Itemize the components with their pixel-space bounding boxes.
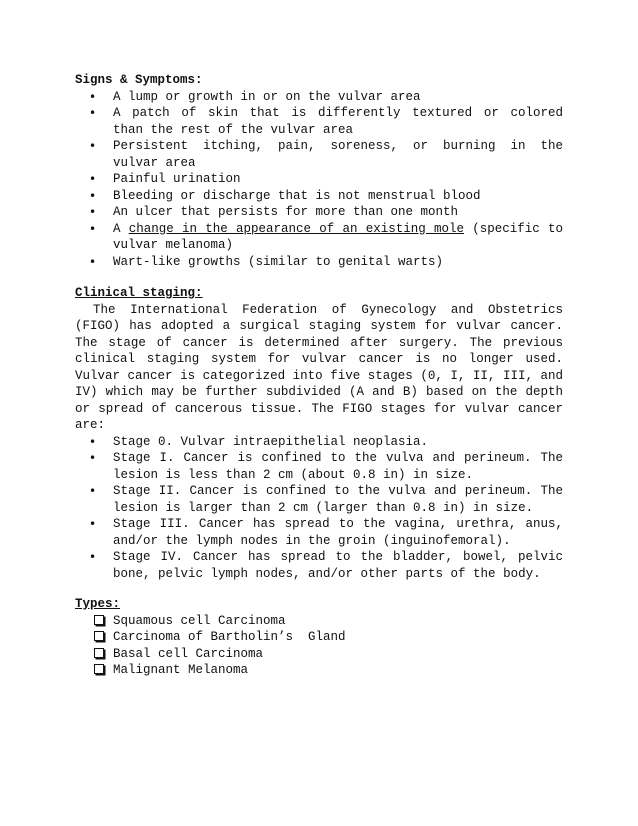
checkbox-bullet-icon: [94, 615, 104, 625]
bullet-icon: •: [89, 517, 97, 531]
document-page: [75, 72, 563, 679]
bullet-icon: •: [89, 106, 97, 120]
list-item: [75, 221, 563, 254]
mole-suffix: (specific to vulvar melanoma): [113, 221, 563, 252]
bullet-icon: •: [89, 89, 97, 104]
list-item: [75, 434, 563, 451]
list-item-text: A patch of skin that is differently textured or colored than the rest of the vulvar area: [113, 106, 563, 137]
checkbox-bullet-icon: [94, 631, 104, 641]
list-item-text: An ulcer that persists for more than one month: [113, 205, 459, 219]
bullet-icon: •: [89, 172, 97, 186]
list-item-text: Squamous cell Carcinoma: [113, 613, 286, 628]
types-list: [75, 613, 563, 679]
list-item-text: Stage II. Cancer is confined to the vulva and perineum. The lesion is larger than 2 cm (larger than 0.8 in) in size.: [113, 484, 563, 515]
list-item: [75, 646, 563, 663]
bullet-icon: •: [89, 188, 97, 203]
list-item-text: Stage I. Cancer is confined to the vulva and perineum. The lesion is less than 2 cm (about 0.8 in) in size.: [113, 451, 563, 482]
list-item-text: Bleeding or discharge that is not menstrual blood: [113, 188, 481, 203]
list-item: [75, 171, 563, 188]
list-item-text: Wart-like growths (similar to genital warts): [113, 254, 444, 269]
staging-paragraph: The International Federation of Gynecology and Obstetrics (FIGO) has adopted a surgical staging system for vulvar cancer. The stage of cancer is determined after surgery. The previous clinical staging system for vulvar cancer is no longer used. Vulvar cancer is categorized into five stages (0, I, II, III, and IV) which may be further subdivided (A and B) based on the depth or spread of cancerous tissue. The FIGO stages for vulvar cancer are:: [75, 302, 563, 432]
signs-list: [75, 89, 563, 271]
list-item-text: Stage 0. Vulvar intraepithelial neoplasia.: [113, 434, 429, 449]
bullet-icon: •: [89, 484, 97, 498]
list-item-text: Basal cell Carcinoma: [113, 646, 264, 661]
list-item: [75, 629, 563, 646]
list-item: [75, 549, 563, 582]
checkbox-bullet-icon: [94, 664, 104, 674]
bullet-icon: •: [89, 221, 97, 236]
list-item: [75, 105, 563, 138]
list-item: [75, 89, 563, 106]
list-item: [75, 254, 563, 271]
mole-underlined-text: change in the appearance of an existing mole: [128, 221, 464, 236]
mole-prefix: A: [113, 221, 129, 236]
bullet-icon: •: [89, 550, 97, 564]
bullet-icon: •: [89, 434, 97, 449]
list-item: [75, 138, 563, 171]
list-item: [75, 483, 563, 516]
bullet-icon: •: [89, 254, 97, 269]
list-item-text: Stage III. Cancer has spread to the vagina, urethra, anus, and/or the lymph nodes in the groin (inguinofemoral).: [113, 517, 563, 548]
list-item: [75, 188, 563, 205]
list-item-text: Malignant Melanoma: [113, 663, 249, 677]
list-item: [75, 516, 563, 549]
list-item-text: Persistent itching, pain, soreness, or burning in the vulvar area: [113, 139, 563, 170]
staging-heading: Clinical staging:: [75, 286, 203, 300]
bullet-icon: •: [89, 139, 97, 153]
list-item: [75, 613, 563, 630]
list-item: [75, 662, 563, 679]
list-item-text: Carcinoma of Bartholin’s Gland: [113, 630, 346, 644]
bullet-icon: •: [89, 451, 97, 465]
list-item-text: Painful urination: [113, 172, 241, 186]
list-item: [75, 450, 563, 483]
bullet-icon: •: [89, 205, 97, 219]
checkbox-bullet-icon: [94, 648, 104, 658]
list-item-text: Stage IV. Cancer has spread to the bladder, bowel, pelvic bone, pelvic lymph nodes, and/or other parts of the body.: [113, 550, 563, 581]
stages-list: [75, 434, 563, 583]
list-item-text: A lump or growth in or on the vulvar area: [113, 89, 421, 104]
list-item: [75, 204, 563, 221]
signs-heading: Signs & Symptoms:: [75, 73, 203, 87]
types-heading: Types:: [75, 597, 121, 611]
